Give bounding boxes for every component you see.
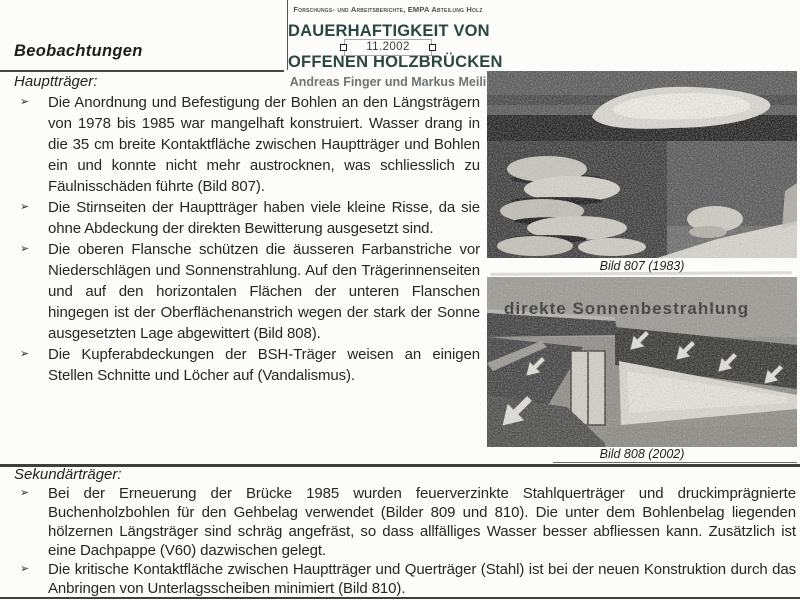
list-item (14, 560, 796, 598)
bullet-text: Bei der Erneuerung der Brücke 1985 wurden feuerverzinkte Stahlquerträger und druckimprägnierte Buchenholzbohlen für den Gehbelag verwendet (Bilder 809 und 810). Die unter dem Bohlenbelag liegenden hölzernen Längsträger sind schräg angefräst, so dass allfälliges Wasser besser abfliessen kann. Zusätzlich ist eine Dachpappe (V60) dazwischen gelegt. (48, 485, 796, 559)
section-rule (0, 70, 284, 72)
list-item (14, 484, 796, 560)
scan-artifact (490, 271, 792, 276)
caption-underline (553, 462, 797, 463)
report-authors: Andreas Finger und Markus Meili (289, 75, 487, 89)
arrow-bullet-icon: ➢ (20, 563, 30, 575)
arrow-bullet-icon: ➢ (20, 348, 30, 360)
report-series: Forschungs- und Arbeitsberichte, EMPA Abteilung Holz (293, 5, 483, 14)
sun-exposure-photo (487, 277, 797, 447)
arrow-bullet-icon: ➢ (20, 487, 30, 499)
page-title: Beobachtungen (14, 42, 143, 60)
subsection-sekundaertraeger: Sekundärträger: (14, 466, 122, 483)
figure-bild-808 (487, 277, 797, 447)
decay-photo (487, 71, 797, 258)
arrow-bullet-icon: ➢ (20, 243, 30, 255)
report-title-line2: OFFENEN HOLZBRÜCKEN (288, 53, 503, 71)
list-item (14, 197, 480, 239)
arrow-bullet-icon: ➢ (20, 96, 30, 108)
arrow-bullet-icon: ➢ (20, 201, 30, 213)
figure-caption: Bild 807 (1983) (599, 259, 685, 273)
figure-caption: Bild 808 (2002) (599, 447, 685, 461)
selection-handle-right-icon[interactable] (429, 44, 436, 51)
selection-handle-left-icon[interactable] (340, 44, 347, 51)
figure-bild-807 (487, 71, 797, 258)
list-item (14, 92, 480, 197)
list-item (14, 344, 480, 386)
bullet-text: Die Stirnseiten der Hauptträger haben viele kleine Risse, da sie ohne Abdeckung der direkten Bewitterung ausgesetzt sind. (48, 199, 480, 237)
bullet-text: Die Anordnung und Befestigung der Bohlen an den Längsträgern von 1978 bis 1985 war mangelhaft konstruiert. Wasser drang in die 35 cm breite Kontaktfläche zwischen Hauptträger und Bohlen ein und konnte nicht mehr austrocknen, was schliesslich zu Fäulnisschäden führte (Bild 807). (48, 94, 480, 195)
bullet-text: Die Kupferabdeckungen der BSH-Träger weisen an einigen Stellen Schnitte und Löcher auf (Vandalismus). (48, 346, 480, 384)
list-item (14, 239, 480, 344)
bullet-text: Die oberen Flansche schützen die äusseren Farbanstriche vor Niederschlägen und Sonnenstrahlung. Auf den Trägerinnenseiten und auf den horizontalen Flächen der unteren Flanschen hingegen ist der Oberflächenanstrich wegen der stark der Sonne ausgesetzten Lage abgewittert (Bild 808). (48, 241, 480, 342)
sekundaertraeger-list (14, 484, 796, 598)
date-field[interactable] (344, 39, 432, 56)
subsection-haupttraeger: Hauptträger: (14, 73, 98, 90)
report-title-line1: DAUERHAFTIGKEIT VON (288, 22, 490, 40)
masthead (288, 0, 503, 89)
bullet-text: Die kritische Kontaktfläche zwischen Hauptträger und Querträger (Stahl) ist bei der neuen Konstruktion durch das Anbringen von Unterlagsscheiben minimiert (Bild 810). (48, 561, 796, 597)
page-bottom-rule (0, 597, 800, 599)
date-field-value: 11.2002 (366, 41, 410, 53)
haupttraeger-list (14, 92, 480, 386)
